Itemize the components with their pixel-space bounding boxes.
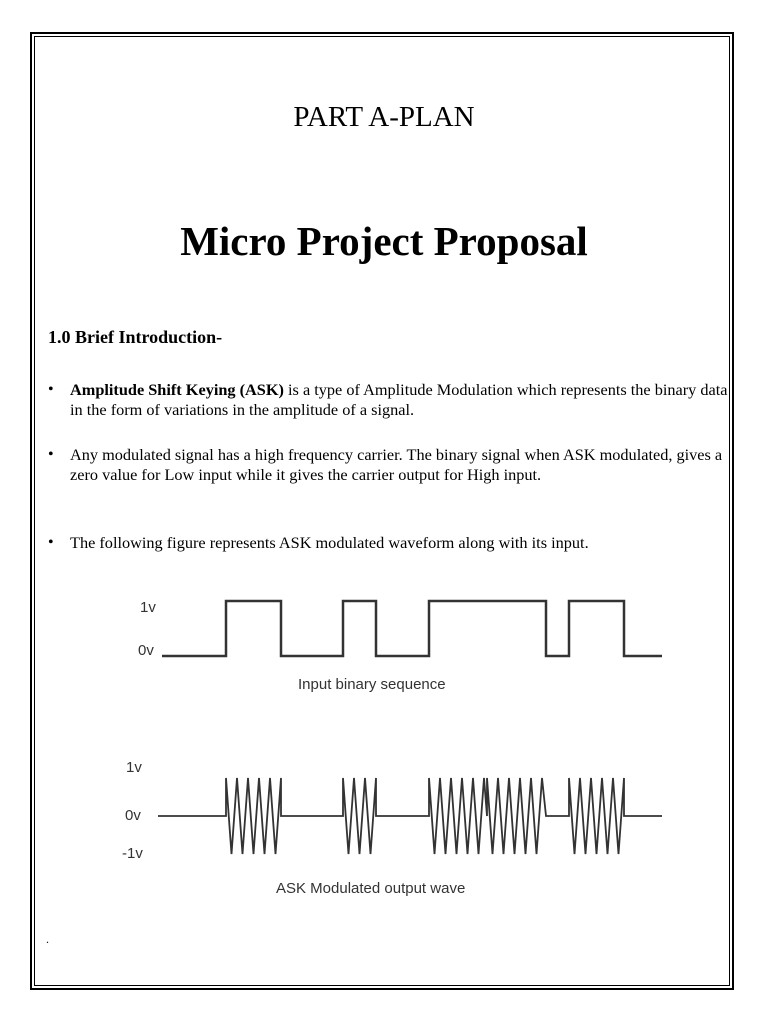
ask-output-waveform (158, 778, 662, 854)
input-high-label: 1v (140, 599, 156, 616)
bullet-icon: • (48, 534, 54, 551)
bullet-text (70, 380, 730, 420)
ask-waveform-figure (100, 585, 680, 905)
ask-figure (100, 585, 680, 910)
bullet-body: is a type of Amplitude Modulation which represents the binary data in the form of variations in the amplitude of a signal. (70, 380, 728, 419)
section-heading: 1.0 Brief Introduction- (48, 327, 223, 347)
input-binary-waveform (162, 601, 662, 656)
input-low-label: 0v (138, 642, 154, 659)
output-zero-label: 0v (125, 807, 141, 824)
output-low-label: -1v (122, 845, 143, 862)
output-caption: ASK Modulated output wave (276, 880, 466, 897)
bullet-bold-term: Amplitude Shift Keying (ASK) (70, 380, 284, 399)
part-title: PART A-PLAN (293, 101, 475, 133)
main-title: Micro Project Proposal (180, 218, 588, 264)
bullet-text: Any modulated signal has a high frequency carrier. The binary signal when ASK modulated, gives a zero value for Low input while it gives the carrier output for High input. (70, 445, 723, 484)
stray-mark: . (46, 932, 49, 946)
bullet-icon: • (48, 381, 54, 398)
input-caption: Input binary sequence (298, 676, 446, 693)
output-high-label: 1v (126, 759, 142, 776)
bullet-icon: • (48, 446, 54, 463)
bullet-text: The following figure represents ASK modulated waveform along with its input. (70, 533, 589, 552)
